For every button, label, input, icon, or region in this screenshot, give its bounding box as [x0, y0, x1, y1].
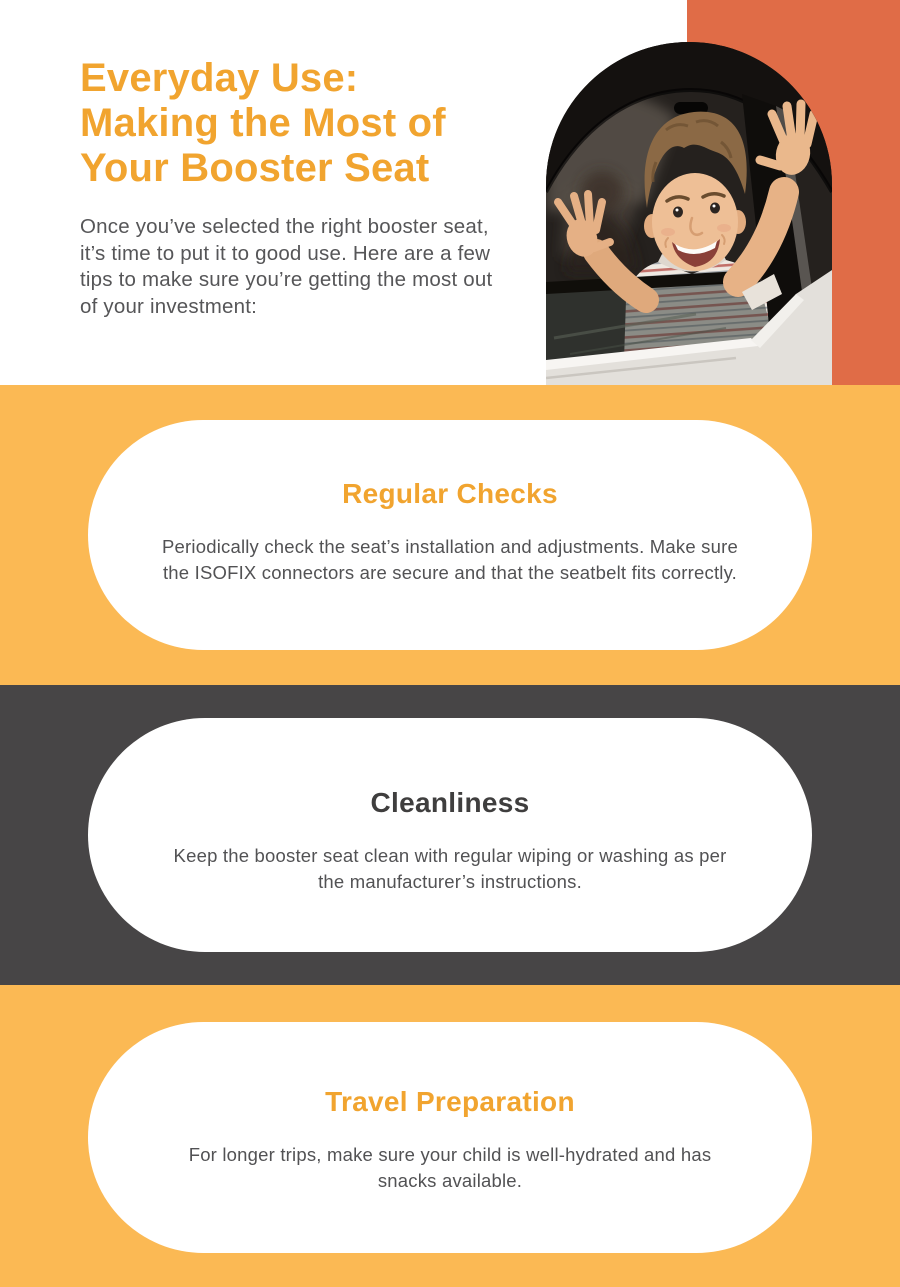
- page-title: [80, 56, 446, 191]
- hero-section: [0, 0, 900, 385]
- page-title-line-1: Everyday Use:: [80, 56, 359, 100]
- intro-paragraph: Once you’ve selected the right booster seat, it’s time to put it to good use. Here are a few tips to make sure you’re getting the most out of your investment:: [80, 215, 493, 318]
- card-travel-preparation: [88, 1022, 812, 1253]
- card-regular-checks: [88, 420, 812, 650]
- band-cleanliness: [0, 685, 900, 985]
- card-heading-regular-checks: Regular Checks: [342, 478, 558, 509]
- page-title-line-2: Making the Most of: [80, 101, 446, 145]
- card-heading-cleanliness: Cleanliness: [370, 787, 530, 818]
- card-cleanliness: [88, 718, 812, 952]
- card-heading-travel-preparation: Travel Preparation: [325, 1086, 575, 1117]
- card-body-travel-preparation: For longer trips, make sure your child is well-hydrated and has snacks available.: [188, 1144, 712, 1191]
- band-travel-preparation: [0, 985, 900, 1287]
- page-title-line-3: Your Booster Seat: [80, 146, 430, 190]
- child-car-window-photo: [546, 42, 832, 385]
- card-body-cleanliness: Keep the booster seat clean with regular wiping or washing as per the manufacturer’s instructions.: [173, 845, 727, 892]
- card-body-regular-checks: Periodically check the seat’s installation and adjustments. Make sure the ISOFIX connectors are secure and that the seatbelt fits correctly.: [162, 536, 738, 583]
- child-photo-illustration: [546, 42, 832, 385]
- band-regular-checks: [0, 385, 900, 685]
